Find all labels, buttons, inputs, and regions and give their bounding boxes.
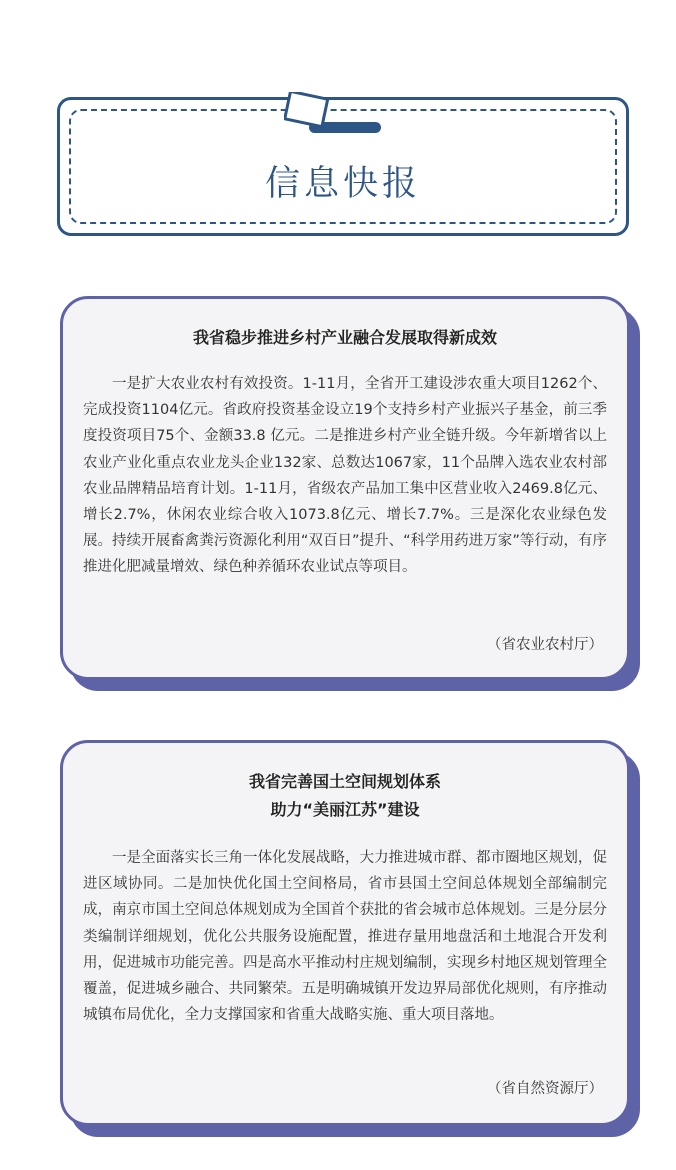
article-source: （省自然资源厅） — [487, 1081, 603, 1097]
news-card-1 — [60, 296, 630, 680]
article-source: （省农业农村厅） — [487, 637, 603, 653]
paper-clip-icon — [284, 92, 384, 136]
article-title-line-2: 助力“美丽江苏”建设 — [270, 800, 420, 819]
news-card-2 — [60, 740, 630, 1126]
card-body-container — [60, 740, 630, 1126]
card-body-container — [60, 296, 630, 680]
article-text: 一是全面落实长三角一体化发展战略，大力推进城市群、都市圈地区规划，促进区域协同。二是加快优化国土空间格局，省市县国土空间总体规划全部编制完成，南京市国土空间总体规划成为全国首个获批的省会城市总体规划。三是分层分类编制详细规划，优化公共服务设施配置，推进存量用地盘活和土地混合开发利用，促进城市功能完善。四是高水平推动村庄规划编制，实现乡村地区规划管理全覆盖，促进城乡融合、共同繁荣。五是明确城镇开发边界局部优化规则，有序推动城镇布局优化，全力支撑国家和省重大战略实施、重大项目落地。 — [83, 850, 607, 1024]
article-text: 一是扩大农业农村有效投资。1-11月，全省开工建设涉农重大项目1262个、完成投资1104亿元。省政府投资基金设立19个支持乡村产业振兴子基金，前三季度投资项目75个、金额33.8 亿元。二是推进乡村产业全链升级。今年新增省以上农业产业化重点农业龙头企业132家、总数达1067家，11个品牌入选农业农村部农业品牌精品培育计划。1-11月，省级农产品加工集中区营业收入2469.8亿元、增长2.7%，休闲农业综合收入1073.8亿元、增长7.7%。三是深化农业绿色发展。持续开展畜禽粪污资源化利用“双百日”提升、“科学用药进万家”等行动，有序推进化肥减量增效、绿色种养循环农业试点等项目。 — [83, 376, 607, 576]
article-title: 我省稳步推进乡村产业融合发展取得新成效 — [192, 328, 497, 347]
article-title-line-1: 我省完善国土空间规划体系 — [248, 772, 441, 791]
page-title: 信息快报 — [264, 164, 421, 204]
